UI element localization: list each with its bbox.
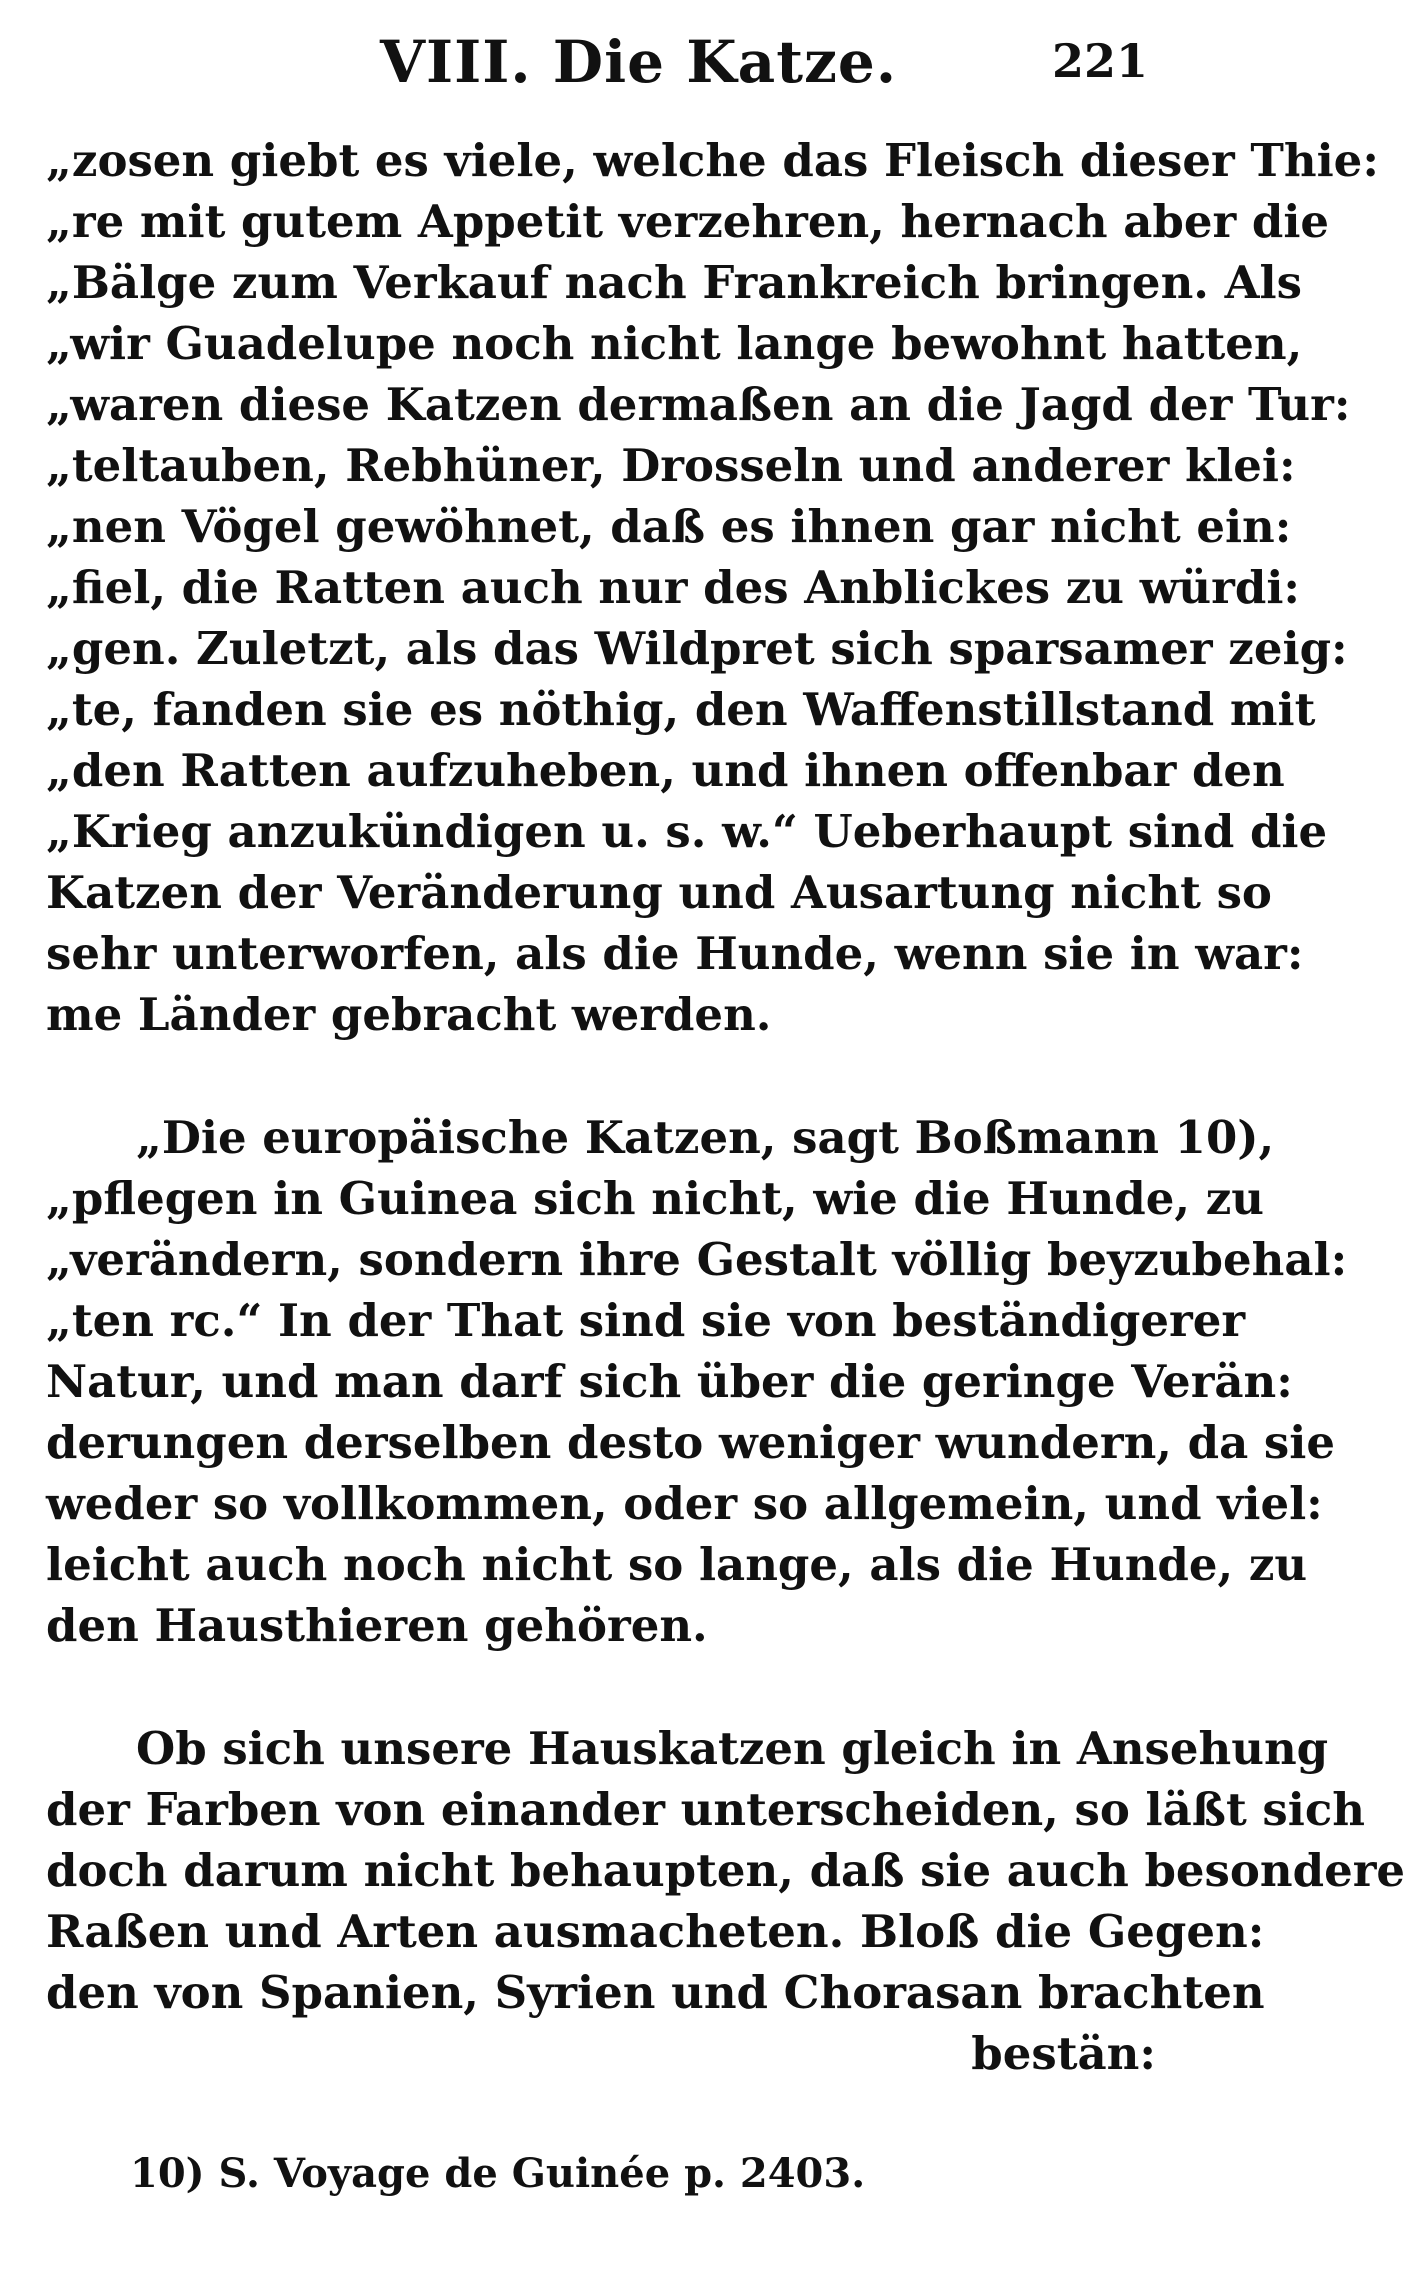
paragraph-gap xyxy=(46,1656,1156,1718)
text-line: Natur, und man darf sich über die geringe Verän: xyxy=(46,1355,1293,1408)
page-number: 221 xyxy=(1051,34,1148,88)
text-line: „Bälge zum Verkauf nach Frankreich bringen. Als xyxy=(46,256,1302,309)
footnote: 10) S. Voyage de Guinée p. 2403. xyxy=(130,2150,866,2197)
paragraph-gap xyxy=(46,1045,1156,1107)
text-line: weder so vollkommen, oder so allgemein, und viel: xyxy=(46,1477,1323,1530)
text-line: „verändern, sondern ihre Gestalt völlig beyzubehal: xyxy=(46,1233,1348,1286)
text-line: „waren diese Katzen dermaßen an die Jagd der Tur: xyxy=(46,378,1351,431)
text-line: derungen derselben desto weniger wundern, da sie xyxy=(46,1416,1335,1469)
paragraph-3 xyxy=(46,1718,1405,2084)
text-line: „teltauben, Rebhüner, Drosseln und anderer klei: xyxy=(46,439,1296,492)
page-header xyxy=(0,28,1220,108)
body-text xyxy=(46,130,1405,2084)
text-line: der Farben von einander unterscheiden, so läßt sich xyxy=(46,1783,1365,1836)
running-title: VIII. Die Katze. xyxy=(380,28,898,96)
text-line: leicht auch noch nicht so lange, als die Hunde, zu xyxy=(46,1538,1308,1591)
text-line: Raßen und Arten ausmacheten. Bloß die Gegen: xyxy=(46,1905,1265,1958)
text-line: Katzen der Veränderung und Ausartung nicht so xyxy=(46,866,1272,919)
text-line: me Länder gebracht werden. xyxy=(46,988,772,1041)
text-line: den von Spanien, Syrien und Chorasan brachten xyxy=(46,1966,1265,2019)
text-line: „Krieg anzukündigen u. s. w.“ Ueberhaupt sind die xyxy=(46,805,1328,858)
text-line: „gen. Zuletzt, als das Wildpret sich sparsamer zeig: xyxy=(46,622,1348,675)
text-line: „te, fanden sie es nöthig, den Waffenstillstand mit xyxy=(46,683,1316,736)
text-line: „wir Guadelupe noch nicht lange bewohnt hatten, xyxy=(46,317,1303,370)
text-line: „nen Vögel gewöhnet, daß es ihnen gar nicht ein: xyxy=(46,500,1292,553)
text-line: sehr unterworfen, als die Hunde, wenn sie in war: xyxy=(46,927,1304,980)
text-line: „ten rc.“ In der That sind sie von beständigerer xyxy=(46,1294,1246,1347)
catchword: bestän: xyxy=(971,2027,1156,2080)
text-line: „Die europäische Katzen, sagt Boßmann 10), xyxy=(136,1111,1275,1164)
text-line: doch darum nicht behaupten, daß sie auch besondere xyxy=(46,1844,1405,1897)
text-line: „zosen giebt es viele, welche das Fleisch dieser Thie: xyxy=(46,134,1379,187)
text-line: „den Ratten aufzuheben, und ihnen offenbar den xyxy=(46,744,1285,797)
text-line: „re mit gutem Appetit verzehren, hernach aber die xyxy=(46,195,1330,248)
text-line: „fiel, die Ratten auch nur des Anblickes zu würdi: xyxy=(46,561,1301,614)
text-line: „pflegen in Guinea sich nicht, wie die Hunde, zu xyxy=(46,1172,1264,1225)
text-line: Ob sich unsere Hauskatzen gleich in Ansehung xyxy=(136,1722,1329,1775)
text-line: den Hausthieren gehören. xyxy=(46,1599,708,1652)
paragraph-2 xyxy=(46,1107,1348,1656)
paragraph-1 xyxy=(46,130,1379,1045)
